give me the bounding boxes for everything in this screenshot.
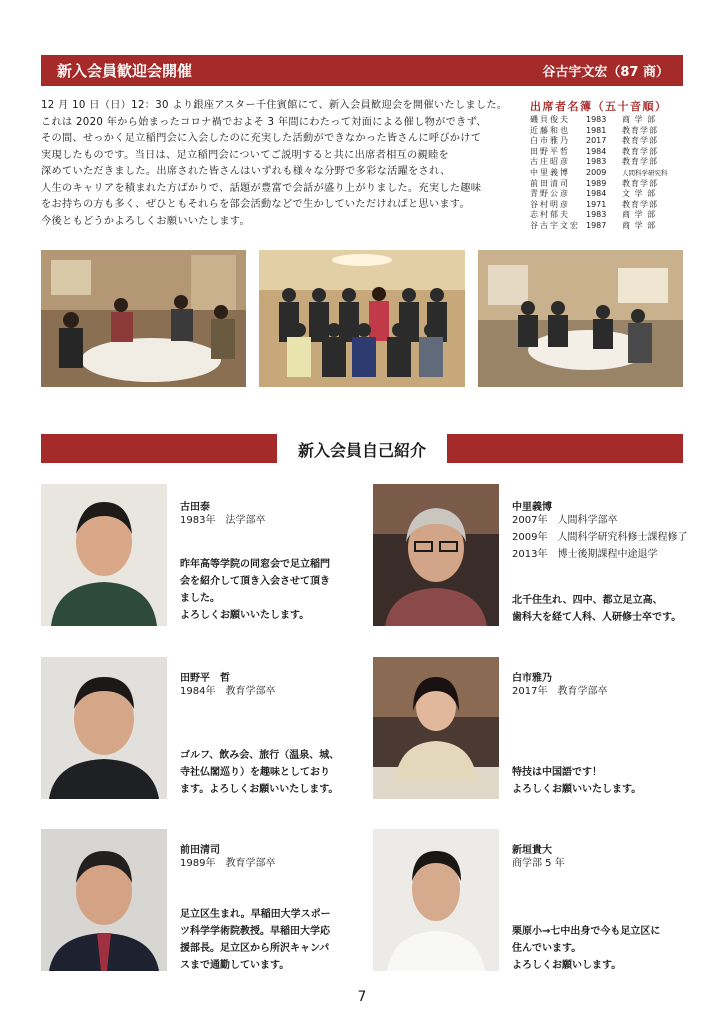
intro-line: 実現したものです。当日は、足立稲門会についてご説明すると共に出席者相互の親睦を [41, 149, 449, 161]
attendee-row: 志村郁夫 1983 商 学 部 [530, 210, 657, 220]
profile-message: 昨年高等学院の同窓会で足立稲門 会を紹介して頂き入会させて頂き ました。 よろしくお願いいたします。 [180, 559, 330, 621]
intro-line: これは 2020 年から始まったコロナ禍でおよそ 3 年間にわたって対面による催し物ができず、 [41, 116, 487, 128]
intro-line: 今後ともどうかよろしくお願いいたします。 [41, 215, 250, 227]
profile-info: 1989年 教育学部卒 [180, 858, 276, 869]
portrait-photo [41, 657, 167, 799]
attendee-row: 磯貝俊夫 1983 商 学 部 [530, 115, 657, 124]
event-photo-1 [41, 250, 246, 387]
portrait-photo [41, 829, 167, 971]
article-banner [41, 55, 683, 86]
portrait-photo [41, 484, 167, 626]
profile-message: 足立区生まれ。早稲田大学スポー ツ科学学術院教授。早稲田大学応 援部長。足立区から所沢キャンパ スまで通勤しています。 [180, 909, 331, 971]
attendee-row: 中里義博 2009 人間科学研究科 [530, 167, 668, 177]
attendee-list-title: 出席者名簿（五十音順） [530, 100, 668, 113]
profile-message: 北千住生れ、四中、都立足立高、 歯科大を経て人科、人研修士卒です。 [512, 595, 682, 623]
attendee-row: 近藤和也 1981 教育学部 [530, 125, 658, 135]
attendee-row: 前田清司 1989 教育学部 [530, 178, 658, 188]
intro-line: 深めていただきました。出席された皆さんはいずれも様々な分野で多彩な活躍をされ、 [41, 166, 451, 177]
intro-line: 12 月 10 日（日）12：30 より銀座アスター千住賓館にて、新入会員歓迎会を開催いたしました。 [41, 100, 508, 111]
section-title: 新入会員自己紹介 [297, 441, 426, 460]
profile-name: 中里義博 [512, 502, 552, 513]
profile-info: 1983年 法学部卒 [180, 515, 266, 526]
portrait-photo [373, 657, 499, 799]
attendee-row: 古庄昭彦 1983 教育学部 [530, 157, 658, 167]
profile-message: ゴルフ、飲み会、旅行（温泉、城、 寺社仏閣巡り）を趣味としており ます。よろしくお願いいたします。 [180, 750, 340, 795]
event-photo-3 [478, 250, 683, 387]
intro-line: をお持ちの方も多く、ぜひともそれらを部会活動などで生かしていただければと思います。 [41, 199, 470, 210]
attendee-list [530, 115, 702, 232]
article-author: 谷古宇文宏（87 商） [542, 65, 669, 80]
profile-message: 栗原小→七中出身で今も足立区に 住んでいます。 よろしくお願いします。 [512, 926, 661, 971]
profile-info: 2007年 人間科学部卒 2009年 人間科学研究科修士課程修了 2013年 博士後期課程中途退学 [512, 515, 688, 560]
portrait-photo [373, 484, 499, 626]
event-photo-2 [259, 250, 465, 387]
intro-line: その間、せっかく足立稲門会に入会したのに充実した活動ができなかった皆さんに呼びかけて [41, 133, 482, 144]
profile-message: 特技は中国語です！ よろしくお願いいたします。 [512, 767, 642, 795]
intro-text [41, 98, 521, 230]
profile-info: 1984年 教育学部卒 [180, 686, 276, 697]
intro-line: 人生のキャリアを積まれた方ばかりで、話題が豊富で会話が盛り上がりました。充実した趣味 [41, 182, 482, 194]
page-number: 7 [357, 989, 367, 1005]
attendee-row: 白市雅乃 2017 教育学部 [530, 136, 658, 146]
profile-info: 2017年 教育学部卒 [512, 686, 608, 697]
attendee-row: 田野平哲 1984 教育学部 [530, 146, 658, 156]
portrait-photo [373, 829, 499, 971]
profile-info: 商学部 5 年 [512, 858, 565, 869]
profile-name: 田野平 哲 [180, 673, 230, 684]
attendee-row: 谷村明彦 1971 教育学部 [530, 199, 658, 209]
profile-name: 前田清司 [180, 845, 220, 856]
article-title: 新入会員歓迎会開催 [57, 62, 193, 80]
profile-name: 白市雅乃 [512, 673, 552, 684]
attendee-row: 青野公彦 1984 文 学 部 [530, 189, 657, 199]
profile-name: 新垣貴大 [512, 845, 552, 856]
attendee-row: 谷古宇文宏 1987 商 学 部 [530, 220, 657, 230]
profile-name: 古田泰 [180, 502, 210, 513]
